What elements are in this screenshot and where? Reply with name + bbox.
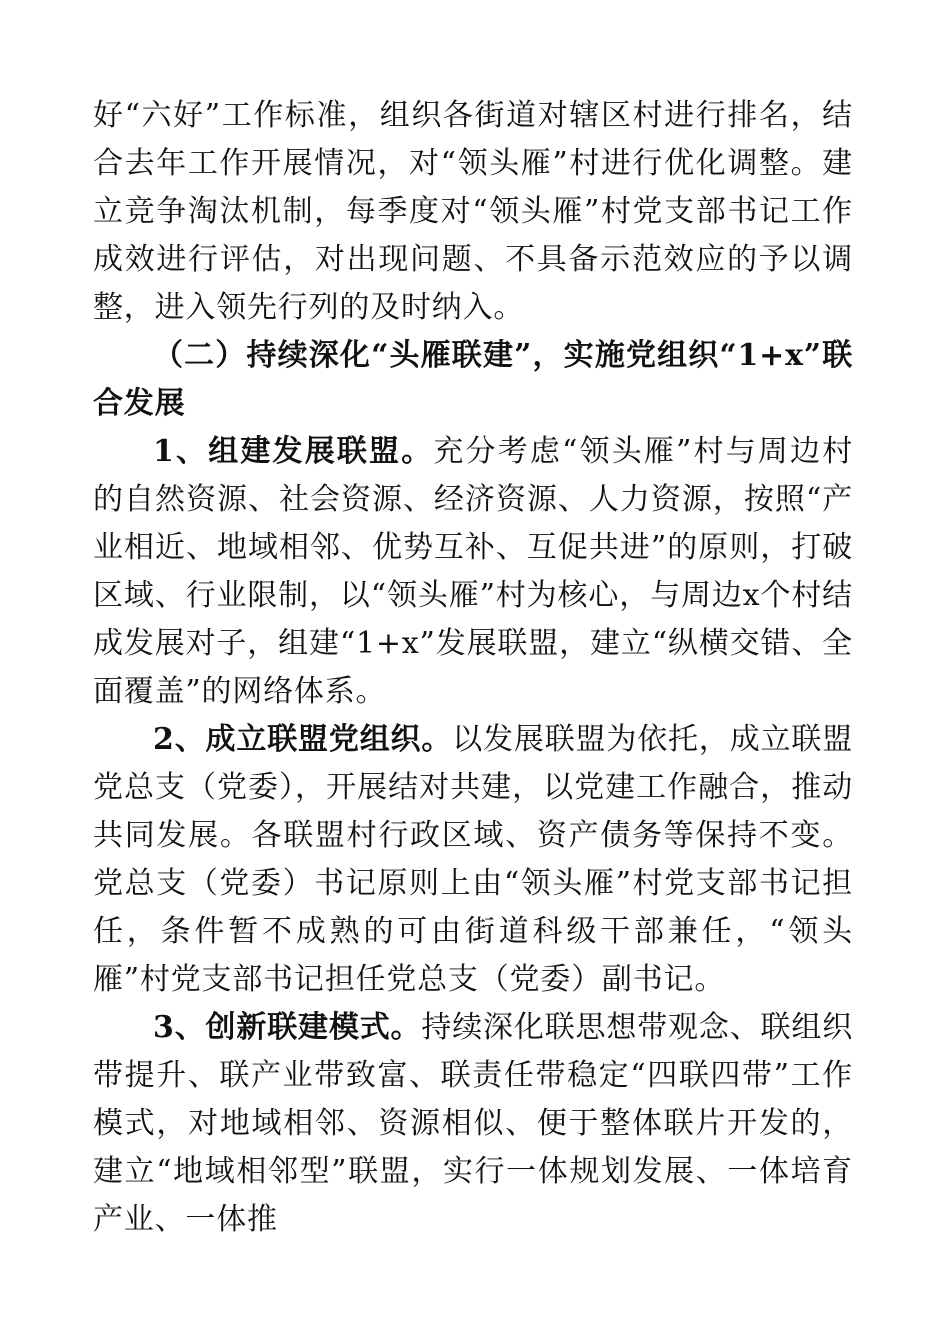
section-heading: （二）持续深化“头雁联建”，实施党组织“1+x”联合发展	[93, 338, 853, 421]
item-body: 充分考虑“领头雁”村与周边村的自然资源、社会资源、经济资源、人力资源，按照“产业相近、地域相邻、优势互补、互促共进”的原则，打破区域、行业限制，以“领头雁”村为核心，与周边x个村结成发展对子，组建“1+x”发展联盟，建立“纵横交错、全面覆盖”的网络体系。	[93, 434, 854, 709]
item-body: 持续深化联思想带观念、联组织带提升、联产业带致富、联责任带稳定“四联四带”工作模式，对地域相邻、资源相似、便于整体联片开发的，建立“地域相邻型”联盟，实行一体规划发展、一体培育产业、一体推	[93, 1010, 853, 1237]
document-body	[93, 92, 853, 1244]
list-item	[93, 1004, 853, 1244]
item-lead: 1、组建发展联盟。	[153, 434, 434, 469]
list-item	[93, 716, 853, 1004]
item-lead: 3、创新联建模式。	[153, 1010, 422, 1045]
list-item	[93, 428, 853, 716]
paragraph-continued: 好“六好”工作标准，组织各街道对辖区村进行排名，结合去年工作开展情况，对“领头雁”村进行优化调整。建立竞争淘汰机制，每季度对“领头雁”村党支部书记工作成效进行评估，对出现问题、不具备示范效应的予以调整，进入领先行列的及时纳入。	[93, 98, 853, 325]
item-body: 以发展联盟为依托，成立联盟党总支（党委），开展结对共建，以党建工作融合，推动共同发展。各联盟村行政区域、资产债务等保持不变。党总支（党委）书记原则上由“领头雁”村党支部书记担任，条件暂不成熟的可由街道科级干部兼任，“领头雁”村党支部书记担任党总支（党委）副书记。	[93, 722, 853, 997]
item-lead: 2、成立联盟党组织。	[153, 722, 453, 757]
